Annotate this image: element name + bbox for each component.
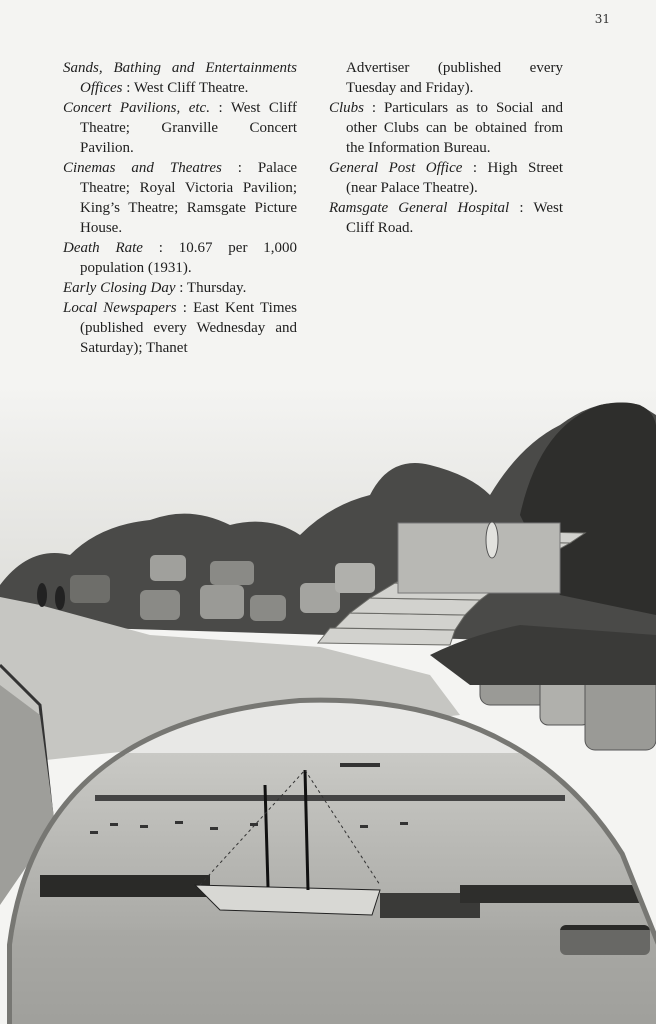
distant-ship — [340, 763, 380, 767]
entry-text: Thursday. — [186, 280, 247, 296]
entry-text: West Cliff Road. — [346, 200, 563, 236]
entry-text: Particulars as to Social and other Clubs can be obtained from the Information Bureau. — [346, 100, 563, 156]
entry-clubs: Clubs : Particulars as to Social and other Clubs can be obtained from the Information Bureau. — [329, 100, 563, 156]
entry-term: Sands, Bathing and Entertainments Offices — [63, 60, 297, 96]
reflections — [0, 930, 656, 1024]
entry-hospital: Ramsgate General Hospital : West Cliff Road. — [329, 200, 563, 236]
entry-cinemas-theatres: Cinemas and Theatres : Palace Theatre; Royal Victoria Pavilion; King’s Theatre; Ramsgate Picture House. — [63, 160, 297, 236]
entry-early-closing: Early Closing Day : Thursday. — [63, 280, 247, 296]
entry-sands-offices: Sands, Bathing and Entertainments Offices : West Cliff Theatre. — [63, 60, 297, 96]
entry-text: East Kent Times (published every Wednesday and Saturday); Thanet — [80, 300, 297, 356]
jetty — [460, 885, 640, 903]
page-number: 31 — [594, 12, 610, 26]
steamer — [40, 875, 210, 897]
stone-wall — [398, 523, 560, 593]
entry-local-newspapers: Local Newspapers : East Kent Times (published every Wednesday and Saturday); Thanet — [63, 300, 297, 356]
seafront-photograph — [0, 385, 656, 1024]
entry-concert-pavilions: Concert Pavilions, etc. : West Cliff Theatre; Granville Concert Pavilion. — [63, 100, 297, 156]
entry-term: General Post Office — [329, 160, 463, 176]
entry-text: Palace Theatre; Royal Victoria Pavilion; King’s Theatre; Ramsgate Picture House. — [80, 160, 297, 236]
yacht-hull — [195, 885, 380, 915]
harbour-wall — [95, 795, 565, 801]
text-column-left — [63, 58, 297, 358]
entry-term: Death Rate — [63, 240, 143, 256]
entry-text: West Cliff Theatre. — [133, 80, 249, 96]
entry-text: Advertiser (published every Tuesday and Friday). — [346, 60, 563, 96]
entry-text: 10.67 per 1,000 population (1931). — [80, 240, 297, 276]
entry-continuation — [329, 58, 563, 98]
text-column-right — [329, 58, 563, 238]
entry-term: Clubs — [329, 100, 365, 116]
entry-term: Local Newspapers — [63, 300, 177, 316]
entry-text: West Cliff Theatre; Granville Concert Pavilion. — [80, 100, 297, 156]
entry-post-office: General Post Office : High Street (near Palace Theatre). — [329, 160, 563, 196]
entry-term: Concert Pavilions, etc. — [63, 100, 210, 116]
entry-term: Cinemas and Theatres — [63, 160, 222, 176]
entry-death-rate: Death Rate : 10.67 per 1,000 population (1931). — [63, 240, 297, 276]
entry-term: Early Closing Day — [63, 280, 176, 296]
entry-term: Ramsgate General Hospital — [329, 200, 510, 216]
entry-text: High Street (near Palace Theatre). — [346, 160, 563, 196]
